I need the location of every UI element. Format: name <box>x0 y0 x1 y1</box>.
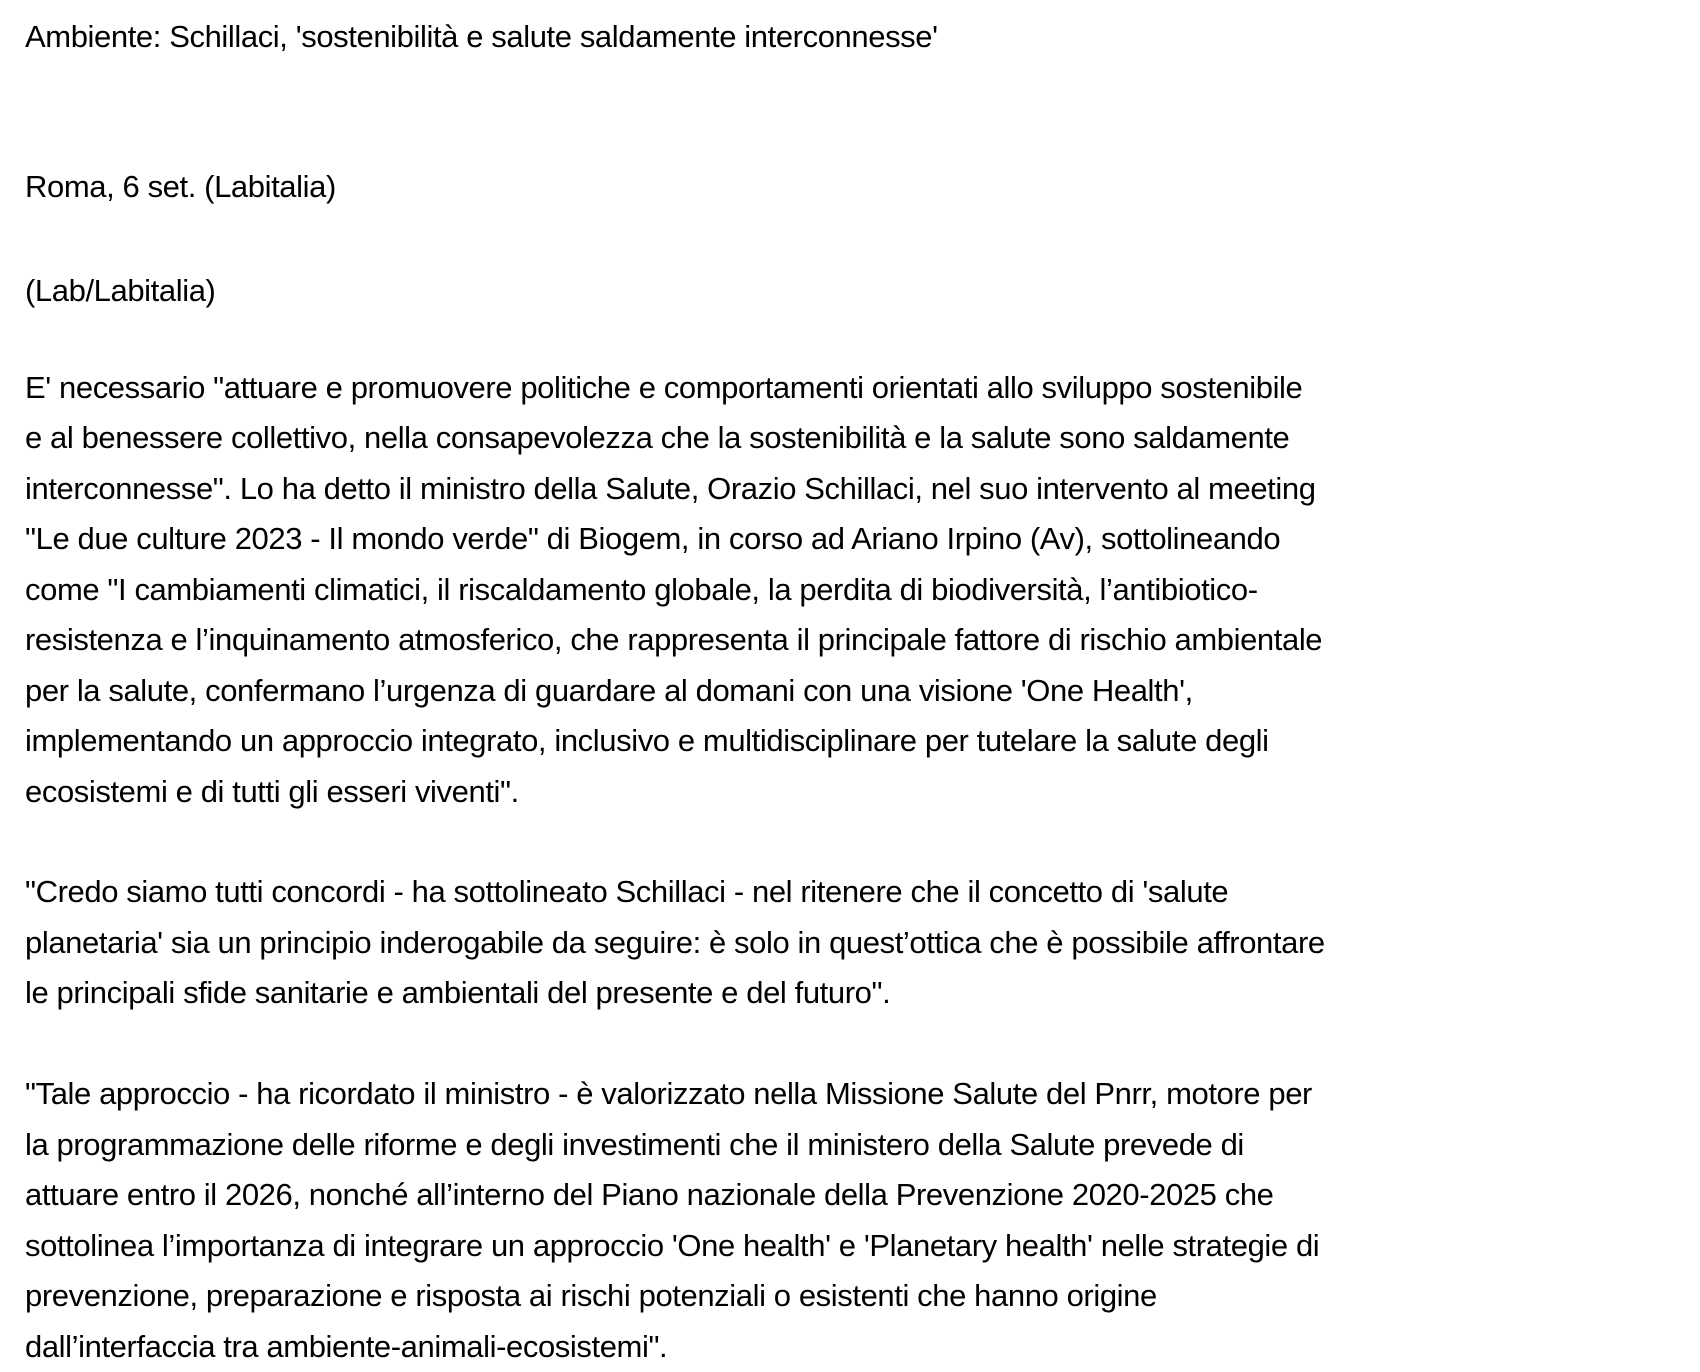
paragraph-line: attuare entro il 2026, nonché all’interno del Piano nazionale della Prevenzione 2020-2025 che <box>25 1177 1274 1212</box>
paragraph-line: E' necessario "attuare e promuovere politiche e comportamenti orientati allo sviluppo sostenibile <box>25 370 1303 405</box>
paragraph-line: resistenza e l’inquinamento atmosferico, che rappresenta il principale fattore di rischio ambientale <box>25 622 1323 657</box>
paragraph-line: sottolinea l’importanza di integrare un approccio 'One health' e 'Planetary health' nelle strategie di <box>25 1228 1320 1263</box>
paragraph-line: ecosistemi e di tutti gli esseri viventi". <box>25 774 519 809</box>
dateline: Roma, 6 set. (Labitalia) <box>25 169 336 204</box>
paragraph-line: "Le due culture 2023 - Il mondo verde" di Biogem, in corso ad Ariano Irpino (Av), sottolineando <box>25 521 1281 556</box>
paragraph-line: dall’interfaccia tra ambiente-animali-ecosistemi". <box>25 1329 668 1364</box>
paragraph-line: "Credo siamo tutti concordi - ha sottolineato Schillaci - nel ritenere che il concetto di 'salute <box>25 874 1229 909</box>
paragraph-line: interconnesse". Lo ha detto il ministro della Salute, Orazio Schillaci, nel suo intervento al meeting <box>25 471 1316 506</box>
paragraph-line: per la salute, confermano l’urgenza di guardare al domani con una visione 'One Health', <box>25 673 1193 708</box>
paragraph-line: implementando un approccio integrato, inclusivo e multidisciplinare per tutelare la salute degli <box>25 723 1269 758</box>
paragraph-line: prevenzione, preparazione e risposta ai rischi potenziali o esistenti che hanno origine <box>25 1278 1157 1313</box>
paragraph-line: come "I cambiamenti climatici, il riscaldamento globale, la perdita di biodiversità, l’antibiotico- <box>25 572 1258 607</box>
paragraph-line: "Tale approccio - ha ricordato il ministro - è valorizzato nella Missione Salute del Pnrr, motore per <box>25 1076 1312 1111</box>
paragraph-line: la programmazione delle riforme e degli investimenti che il ministero della Salute prevede di <box>25 1127 1244 1162</box>
article-title: Ambiente: Schillaci, 'sostenibilità e salute saldamente interconnesse' <box>25 19 938 54</box>
paragraph-line: e al benessere collettivo, nella consapevolezza che la sostenibilità e la salute sono saldamente <box>25 420 1290 455</box>
source-line: (Lab/Labitalia) <box>25 273 216 308</box>
paragraph-line: planetaria' sia un principio inderogabile da seguire: è solo in quest’ottica che è possibile affrontare <box>25 925 1325 960</box>
paragraph-line: le principali sfide sanitarie e ambientali del presente e del futuro". <box>25 975 891 1010</box>
